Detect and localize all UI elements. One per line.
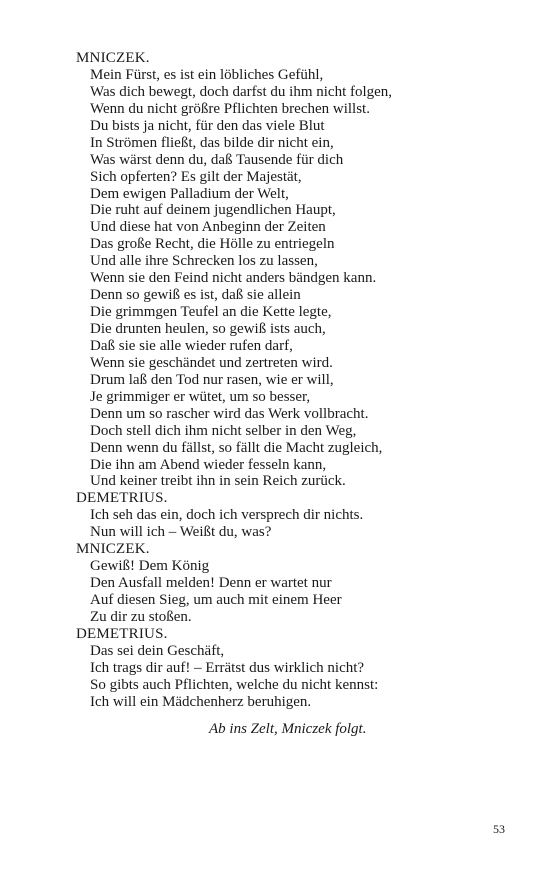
verse-line: Nun will ich – Weißt du, was? — [90, 524, 272, 541]
speaker-name: DEMETRIUS. — [76, 625, 168, 642]
verse-line: Daß sie sie alle wieder rufen darf, — [90, 337, 293, 354]
verse-line: Was wärst denn du, daß Tausende für dich — [90, 151, 344, 168]
verse-line: Je grimmiger er wütet, um so besser, — [90, 388, 311, 405]
speaker-name: DEMETRIUS. — [76, 490, 168, 507]
verse-line: Du bists ja nicht, für den das viele Blut — [90, 117, 325, 134]
verse-line: Und diese hat von Anbeginn der Zeiten — [90, 219, 326, 236]
verse-line: Ich will ein Mädchenherz beruhigen. — [90, 693, 312, 710]
verse-line: Den Ausfall melden! Denn er wartet nur — [90, 575, 332, 592]
verse-line: Drum laß den Tod nur rasen, wie er will, — [90, 371, 334, 388]
verse-line: Gewiß! Dem König — [90, 558, 210, 575]
verse-line: Denn so gewiß es ist, daß sie allein — [90, 287, 301, 304]
verse-line: Die drunten heulen, so gewiß ists auch, — [90, 321, 326, 337]
verse-line: Ich seh das ein, doch ich versprech dir nichts. — [90, 507, 364, 524]
verse-line: Ich trags dir auf! – Errätst dus wirklich nicht? — [90, 659, 365, 676]
verse-line: Wenn sie geschändet und zertreten wird. — [90, 354, 333, 371]
verse-line: Und alle ihre Schrecken los zu lassen, — [90, 253, 318, 270]
verse-line: Mein Fürst, es ist ein löbliches Gefühl, — [90, 66, 324, 83]
dialogue-text — [76, 50, 516, 711]
speaker-name: MNICZEK. — [76, 541, 150, 558]
verse-line: Auf diesen Sieg, um auch mit einem Heer — [90, 592, 342, 608]
verse-line: Sich opferten? Es gilt der Majestät, — [90, 168, 302, 185]
verse-line: In Strömen fließt, das bilde dir nicht ein, — [90, 134, 334, 151]
verse-line: Doch stell dich ihm nicht selber in den Weg, — [90, 422, 357, 439]
stage-direction: Ab ins Zelt, Mniczek folgt. — [209, 721, 367, 737]
verse-line: Die grimmgen Teufel an die Kette legte, — [90, 304, 332, 321]
verse-line: Zu dir zu stoßen. — [90, 608, 192, 625]
verse-line: Die ruht auf deinem jugendlichen Haupt, — [90, 202, 336, 219]
verse-line: Wenn du nicht größre Pflichten brechen willst. — [90, 100, 370, 117]
verse-line: Denn wenn du fällst, so fällt die Macht zugleich, — [90, 439, 383, 456]
verse-line: Was dich bewegt, doch darfst du ihm nicht folgen, — [90, 83, 393, 100]
speaker-name: MNICZEK. — [76, 50, 150, 66]
verse-line: Denn um so rascher wird das Werk vollbracht. — [90, 405, 369, 422]
verse-line: Dem ewigen Palladium der Welt, — [90, 185, 289, 202]
verse-line: So gibts auch Pflichten, welche du nicht kennst: — [90, 676, 379, 693]
verse-line: Wenn sie den Feind nicht anders bändgen kann. — [90, 270, 377, 287]
page-number: 53 — [493, 822, 505, 836]
verse-line: Das sei dein Geschäft, — [90, 642, 225, 659]
verse-line: Das große Recht, die Hölle zu entriegeln — [90, 236, 335, 253]
verse-line: Und keiner treibt ihn in sein Reich zurück. — [90, 473, 346, 490]
verse-line: Die ihn am Abend wieder fesseln kann, — [90, 456, 327, 473]
